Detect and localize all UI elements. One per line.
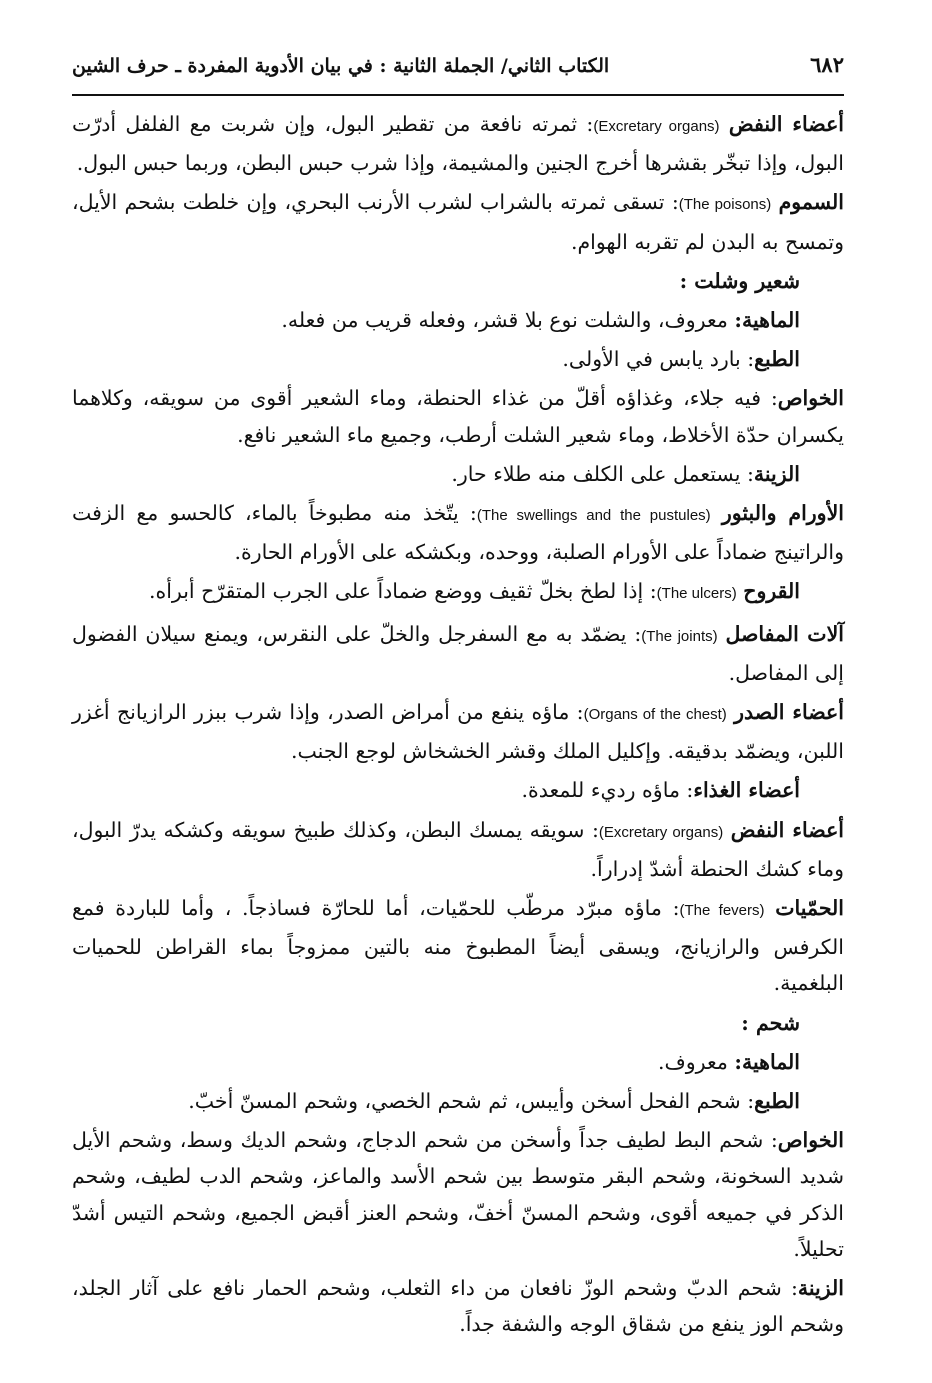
term-label: آلات المفاصل: [725, 621, 844, 646]
term-label: الزينة: [753, 461, 800, 486]
running-header: [72, 52, 844, 94]
paragraph-text: : ثمرته نافعة من تقطير البول، وإن شربت مع الفلفل أدرّت البول، وإذا تبخّر بقشرها أخرج الجنين والمشيمة، وإذا شرب حبس البطن، وربما حبس البول.: [72, 112, 844, 176]
term-label: الخواص: [777, 386, 844, 411]
term-label: الزينة: [797, 1276, 844, 1301]
english-gloss: (Organs of the chest): [583, 706, 727, 724]
paragraph: [72, 495, 844, 570]
english-gloss: (The joints): [641, 627, 718, 645]
term-label: القروح: [743, 579, 800, 604]
paragraph-text: : ماؤه رديء للمعدة.: [521, 778, 694, 803]
term-label: الخواص: [777, 1128, 844, 1153]
paragraph: [72, 772, 844, 808]
paragraph: [72, 1270, 844, 1342]
paragraph: [72, 694, 844, 769]
english-gloss: (Excretary organs): [593, 118, 720, 135]
paragraph-text: معروف.: [658, 1049, 735, 1074]
paragraph-text: معروف، والشلت نوع بلا قشر، وفعله قريب من فعله.: [281, 308, 735, 333]
term-label: الطبع: [754, 347, 800, 372]
paragraph-text: : تسقى ثمرته بالشراب لشرب الأرنب البحري، وإن خلطت بشحم الأيل، وتمسح به البدن لم تقربه الهوام.: [72, 190, 844, 254]
running-title: الكتاب الثاني/ الجملة الثانية : في بيان الأدوية المفردة ـ حرف الشين: [72, 55, 610, 77]
english-gloss: (The poisons): [678, 196, 772, 214]
paragraph-text: : شحم البط لطيف جداً وأسخن من شحم الدجاج، وشحم الديك وسط، وشحم الأيل شديد السخونة، وشحم البقر متوسط بين شحم الأسد والماعز، وشحم الدب لطيف، وشحم الذكر في جميعه أقوى، وشحم المسنّ أخفّ، وشحم العنز أقبض الجميع، وشحم التيس أشدّ تحليلاً.: [72, 1128, 844, 1261]
term-label: أعضاء النفض: [728, 112, 844, 136]
paragraph-text: : يتّخذ منه مطبوخاً بالماء، كالحسو مع الزفت والراتينج ضماداً على الأورام الصلبة، ووحده، وبكشكه على الأورام الحارة.: [72, 501, 844, 565]
section-heading: شحم :: [741, 1010, 800, 1035]
body-text: [72, 106, 844, 1343]
book-page: [72, 52, 844, 1352]
english-gloss: (The fevers): [679, 902, 765, 920]
term-label: الحمّيات: [775, 896, 844, 921]
header-rule: [72, 94, 844, 96]
paragraph: [72, 890, 844, 1002]
paragraph: [72, 184, 844, 259]
term-label: الماهية:: [734, 308, 800, 333]
paragraph-text: : فيه جلاء، وغذاؤه أقلّ من غذاء الحنطة، وماء الشعير أقوى من سويقه، وكلاهما يكسران حدّة الأخلاط، وماء شعير الشلت أرطب، وجميع ماء الشعير نافع.: [72, 386, 844, 447]
paragraph-text: : سويقه يمسك البطن، وكذلك طبيخ سويقه وكشكه يدرّ البول، وماء كشك الحنطة أشدّ إدراراً.: [72, 817, 844, 881]
english-gloss: (The swellings and the pustules): [476, 507, 711, 525]
paragraph-text: : ماؤه مبرّد مرطّب للحمّيات، أما للحارّة فساذجاً. ، وأما للباردة فمع الكرفس والرازيانج، ويسقى أيضاً المطبوخ منه بالتين ممزوجاً بماء القراطن للحميات البلغمية.: [72, 896, 844, 996]
paragraph: [72, 616, 844, 691]
english-gloss: (Excretary organs): [598, 823, 724, 841]
term-label: أعضاء الصدر: [734, 700, 844, 725]
term-label: الطبع: [754, 1089, 800, 1114]
term-label: الأورام والبثور: [721, 501, 844, 526]
term-label: السموم: [778, 190, 844, 215]
paragraph: [72, 106, 844, 181]
paragraph-text: : شحم الدبّ وشحم الوزّ نافعان من داء الثعلب، وشحم الحمار نافع على آثار الجلد، وشحم الوز ينفع من شقاق الوجه والشفة جداً.: [72, 1276, 844, 1337]
paragraph: [72, 573, 844, 612]
paragraph-text: : إذا لطخ بخلّ ثقيف ووضع ضماداً على الجرب المتقرّح أبرأه.: [148, 579, 657, 604]
paragraph: [72, 341, 844, 377]
paragraph: [72, 1122, 844, 1267]
paragraph-text: : شحم الفحل أسخن وأيبس، ثم شحم الخصي، وشحم المسنّ أخبّ.: [188, 1089, 755, 1114]
paragraph: [72, 456, 844, 492]
section-heading: شعير وشلت :: [679, 268, 800, 293]
paragraph: [72, 380, 844, 452]
paragraph-text: : ماؤه ينفع من أمراض الصدر، وإذا شرب ببزر الرازيانج أغزر اللبن، ويضمّد بدقيقه. وإكليل الملك وقشر الخشخاش لوجع الجنب.: [72, 700, 844, 764]
term-label: الماهية:: [734, 1049, 800, 1074]
paragraph: [72, 812, 844, 887]
paragraph: [72, 1044, 844, 1080]
paragraph-text: : يضمّد به مع السفرجل والخلّ على النقرس، ويمنع سيلان الفضول إلى المفاصل.: [72, 621, 844, 685]
paragraph-text: : يستعمل على الكلف منه طلاء حار.: [451, 461, 754, 486]
english-gloss: (The ulcers): [656, 585, 737, 603]
paragraph: [72, 302, 844, 338]
term-label: أعضاء الغذاء: [693, 778, 800, 803]
term-label: أعضاء النفض: [730, 817, 845, 842]
page-number: ٦٨٢: [810, 52, 844, 77]
paragraph: [72, 1083, 844, 1119]
paragraph-text: : بارد يابس في الأولى.: [562, 347, 755, 372]
